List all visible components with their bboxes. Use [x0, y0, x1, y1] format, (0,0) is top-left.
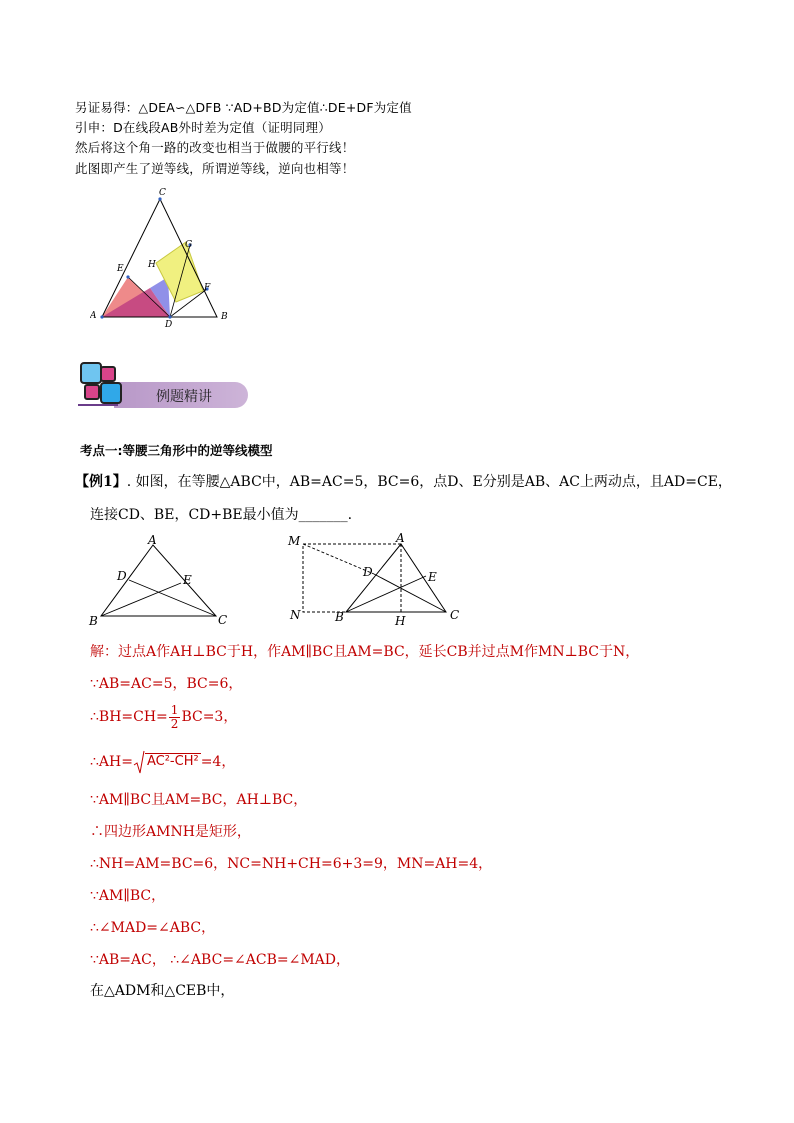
solution-line-2: ∵AB=AC=5，BC=6，: [90, 676, 243, 692]
label-e: E: [117, 264, 124, 274]
solution-line-4: ∴AH= AC²-CH² =4，: [90, 747, 235, 777]
fig3-label-e: E: [428, 570, 437, 584]
banner-logo-icon: [78, 360, 128, 416]
fig3-label-h: H: [395, 614, 406, 628]
sqrt-expression: AC²-CH²: [133, 747, 201, 777]
example-line-2: 连接CD、BE，CD+BE最小值为_______.: [90, 507, 353, 523]
label-c: C: [159, 188, 166, 198]
fig2-label-c: C: [218, 613, 228, 627]
section-title: 考点一:等腰三角形中的逆等线模型: [80, 443, 273, 458]
solution-line-8: ∵AM∥BC，: [90, 888, 166, 904]
solution-line-11: 在△ADM和△CEB中，: [90, 983, 235, 999]
solution-line-1: 解：过点A作AH⊥BC于H，作AM∥BC且AM=BC，延长CB并过点M作MN⊥BC于N，: [90, 644, 640, 660]
fig3-label-n: N: [290, 608, 301, 622]
example-tag: 【例1】: [75, 474, 127, 490]
intro-line-3: 然后将这个角一路的改变也相当于做腰的平行线！: [75, 140, 355, 155]
example-line-1: [75, 472, 732, 492]
triangle-figure-3: [283, 530, 468, 630]
fig3-label-d: D: [363, 565, 373, 579]
intro-line-4: 此图即产生了逆等线，所谓逆等线，逆向也相等！: [75, 161, 355, 176]
intro-line-1: 另证易得：△DEA∽△DFB ∵AD+BD为定值∴DE+DF为定值: [75, 100, 412, 115]
label-d: D: [165, 320, 173, 330]
example-text-1: . 如图，在等腰△ABC中，AB=AC=5，BC=6，点D、E分别是AB、AC上两动点，且AD=CE，: [126, 474, 732, 490]
label-a: A: [90, 311, 97, 321]
fig3-label-b: B: [335, 610, 344, 624]
solution-line-5: ∵AM∥BC且AM=BC，AH⊥BC，: [90, 792, 308, 808]
triangle-figure-1: [90, 185, 240, 330]
triangle-figure-2: [85, 533, 235, 628]
solution-line-9: ∴∠MAD=∠ABC，: [90, 920, 216, 936]
solution-line-6: ∴四边形AMNH是矩形，: [90, 824, 251, 840]
fraction-one-half: $\frac{1}{2}$: [170, 702, 179, 731]
fig3-label-m: M: [288, 534, 301, 548]
solution-line-7: ∴NH=AM=BC=6，NC=NH+CH=6+3=9，MN=AH=4，: [90, 856, 493, 872]
fig2-label-d: D: [117, 569, 127, 583]
solution-line-3: ∴BH=CH= $\frac{1}{2}$ BC=3，: [90, 702, 238, 731]
example-banner: [78, 360, 248, 416]
fig2-label-e: E: [183, 573, 192, 587]
label-b: B: [221, 312, 228, 322]
banner-label: 例题精讲: [156, 389, 212, 405]
fig3-label-a: A: [396, 531, 405, 545]
fig2-label-a: A: [148, 533, 157, 547]
fig2-label-b: B: [89, 614, 98, 628]
intro-line-2: 引申：D在线段AB外时差为定值（证明同理）: [75, 120, 331, 135]
solution-line-10: ∵AB=AC， ∴∠ABC=∠ACB=∠MAD，: [90, 952, 351, 968]
label-f: F: [204, 283, 211, 293]
label-h: H: [148, 260, 156, 270]
label-g: G: [185, 240, 193, 250]
fig3-label-c: C: [450, 608, 460, 622]
